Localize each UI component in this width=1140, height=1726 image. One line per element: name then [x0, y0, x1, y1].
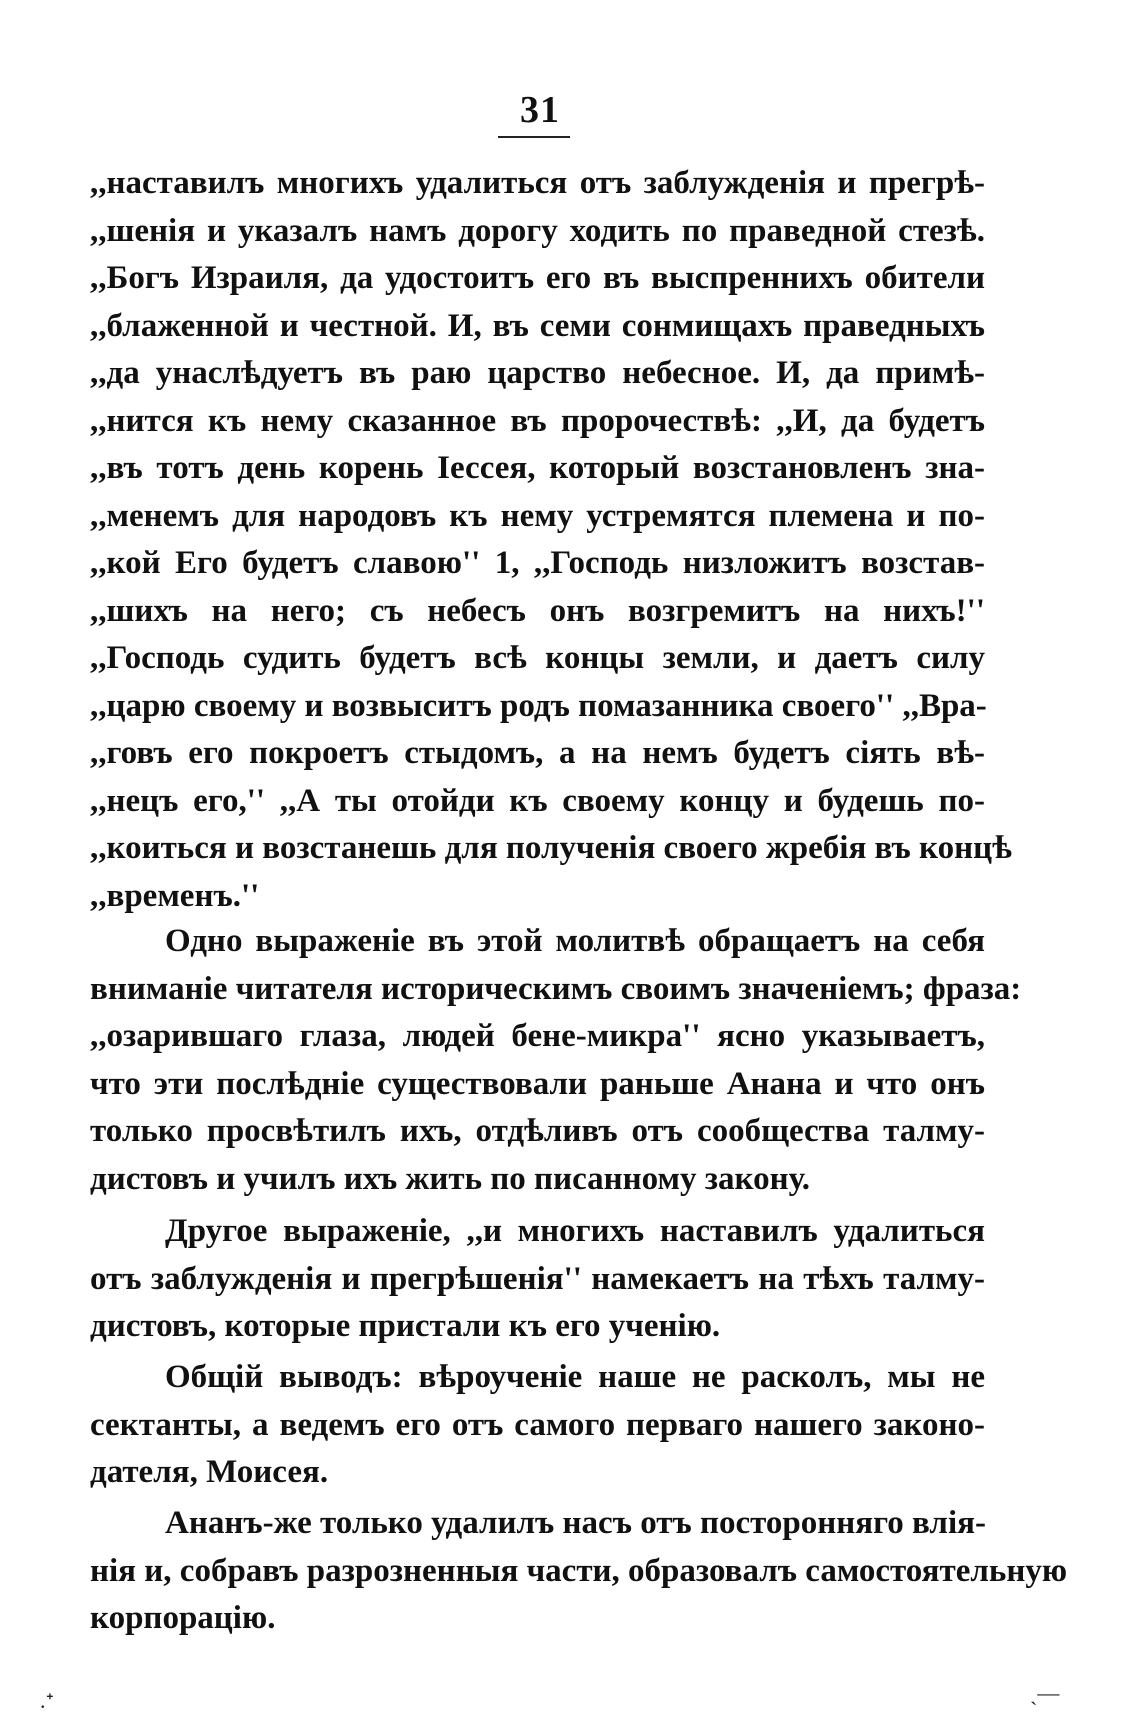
text-line: ,,коиться и возстанешь для полученія своего жребія въ концѣ — [90, 830, 1012, 866]
text-line: ,,нецъ его,'' ,,А ты отойди къ своему концу и будешь по- — [90, 782, 985, 819]
scan-speck-left: .ᐩ — [40, 1688, 55, 1713]
scan-speck-right: ˏ— — [1030, 1680, 1060, 1705]
text-line: Общій выводъ: вѣроученіе наше не расколъ, мы не — [165, 1359, 985, 1395]
text-line: ,,царю своему и возвыситъ родъ помазанника своего'' ,,Вра- — [90, 687, 987, 724]
text-line: что эти послѣдніе существовали раньше Анана и что онъ — [90, 1065, 985, 1102]
text-line: Другое выраженіе, ,,и многихъ наставилъ удалиться — [165, 1213, 985, 1249]
paragraph-3 — [90, 1354, 985, 1497]
text-line: дистовъ, которые пристали къ его ученію. — [90, 1308, 721, 1344]
text-line: ,,временъ.'' — [90, 877, 260, 914]
text-line: ,,блаженной и честной. И, въ семи сонмищахъ праведныхъ — [90, 307, 985, 344]
text-line: нія и, собравъ разрозненныя части, образовалъ самостоятельную — [90, 1552, 1068, 1589]
text-line: дателя, Моисея. — [90, 1454, 329, 1490]
text-line: ,,кой Его будетъ славою'' 1, ,,Господь низложитъ возстав- — [90, 545, 985, 581]
prayer-quote-block — [90, 160, 1012, 920]
text-line: ,,Богъ Израиля, да удостоитъ его въ выспреннихъ обители — [90, 260, 985, 296]
text-line: ,,шихъ на него; съ небесъ онъ возгремитъ на нихъ!'' — [90, 592, 985, 629]
text-line: Одно выраженіе въ этой молитвѣ обращаетъ на себя — [165, 923, 985, 959]
page-number-underline — [498, 136, 570, 138]
text-line: ,,въ тотъ день корень Іессея, который возстановленъ зна- — [90, 450, 985, 486]
text-line: ,,шенія и указалъ намъ дорогу ходить по праведной стезѣ. — [90, 212, 985, 249]
text-line: ,,менемъ для народовъ къ нему устремятся племена и по- — [90, 497, 985, 534]
page-number: 31 — [520, 89, 560, 131]
text-line: ,,нится къ нему сказанное въ пророчествѣ: ,,И, да будетъ — [90, 402, 985, 439]
text-line: ,,да унаслѣдуетъ въ раю царство небесное. И, да примѣ- — [90, 355, 985, 391]
paragraph-4 — [90, 1500, 1068, 1643]
text-line: только просвѣтилъ ихъ, отдѣливъ отъ сообщества талму- — [90, 1113, 985, 1149]
paragraph-1 — [90, 918, 1022, 1203]
text-line: Ананъ-же только удалилъ насъ отъ посторонняго влія- — [165, 1505, 986, 1541]
text-line: ,,наставилъ многихъ удалиться отъ заблужденія и прегрѣ- — [90, 165, 985, 201]
paragraph-2 — [90, 1208, 985, 1351]
text-line: корпорацію. — [90, 1600, 276, 1636]
text-line: ,,озарившаго глаза, людей бене-микра'' ясно указываетъ, — [90, 1018, 985, 1054]
text-line: отъ заблужденія и прегрѣшенія'' намекаетъ на тѣхъ талму- — [90, 1260, 985, 1297]
text-line: ,,Господь судить будетъ всѣ концы земли, и даетъ силу — [90, 640, 985, 676]
text-line: сектанты, а ведемъ его отъ самого перваго нашего законо- — [90, 1406, 985, 1443]
text-line: ,,говъ его покроетъ стыдомъ, а на немъ будетъ сіять вѣ- — [90, 735, 985, 771]
text-line: дистовъ и училъ ихъ жить по писанному закону. — [90, 1160, 811, 1197]
text-line: вниманіе читателя историческимъ своимъ значеніемъ; фраза: — [90, 970, 1022, 1007]
